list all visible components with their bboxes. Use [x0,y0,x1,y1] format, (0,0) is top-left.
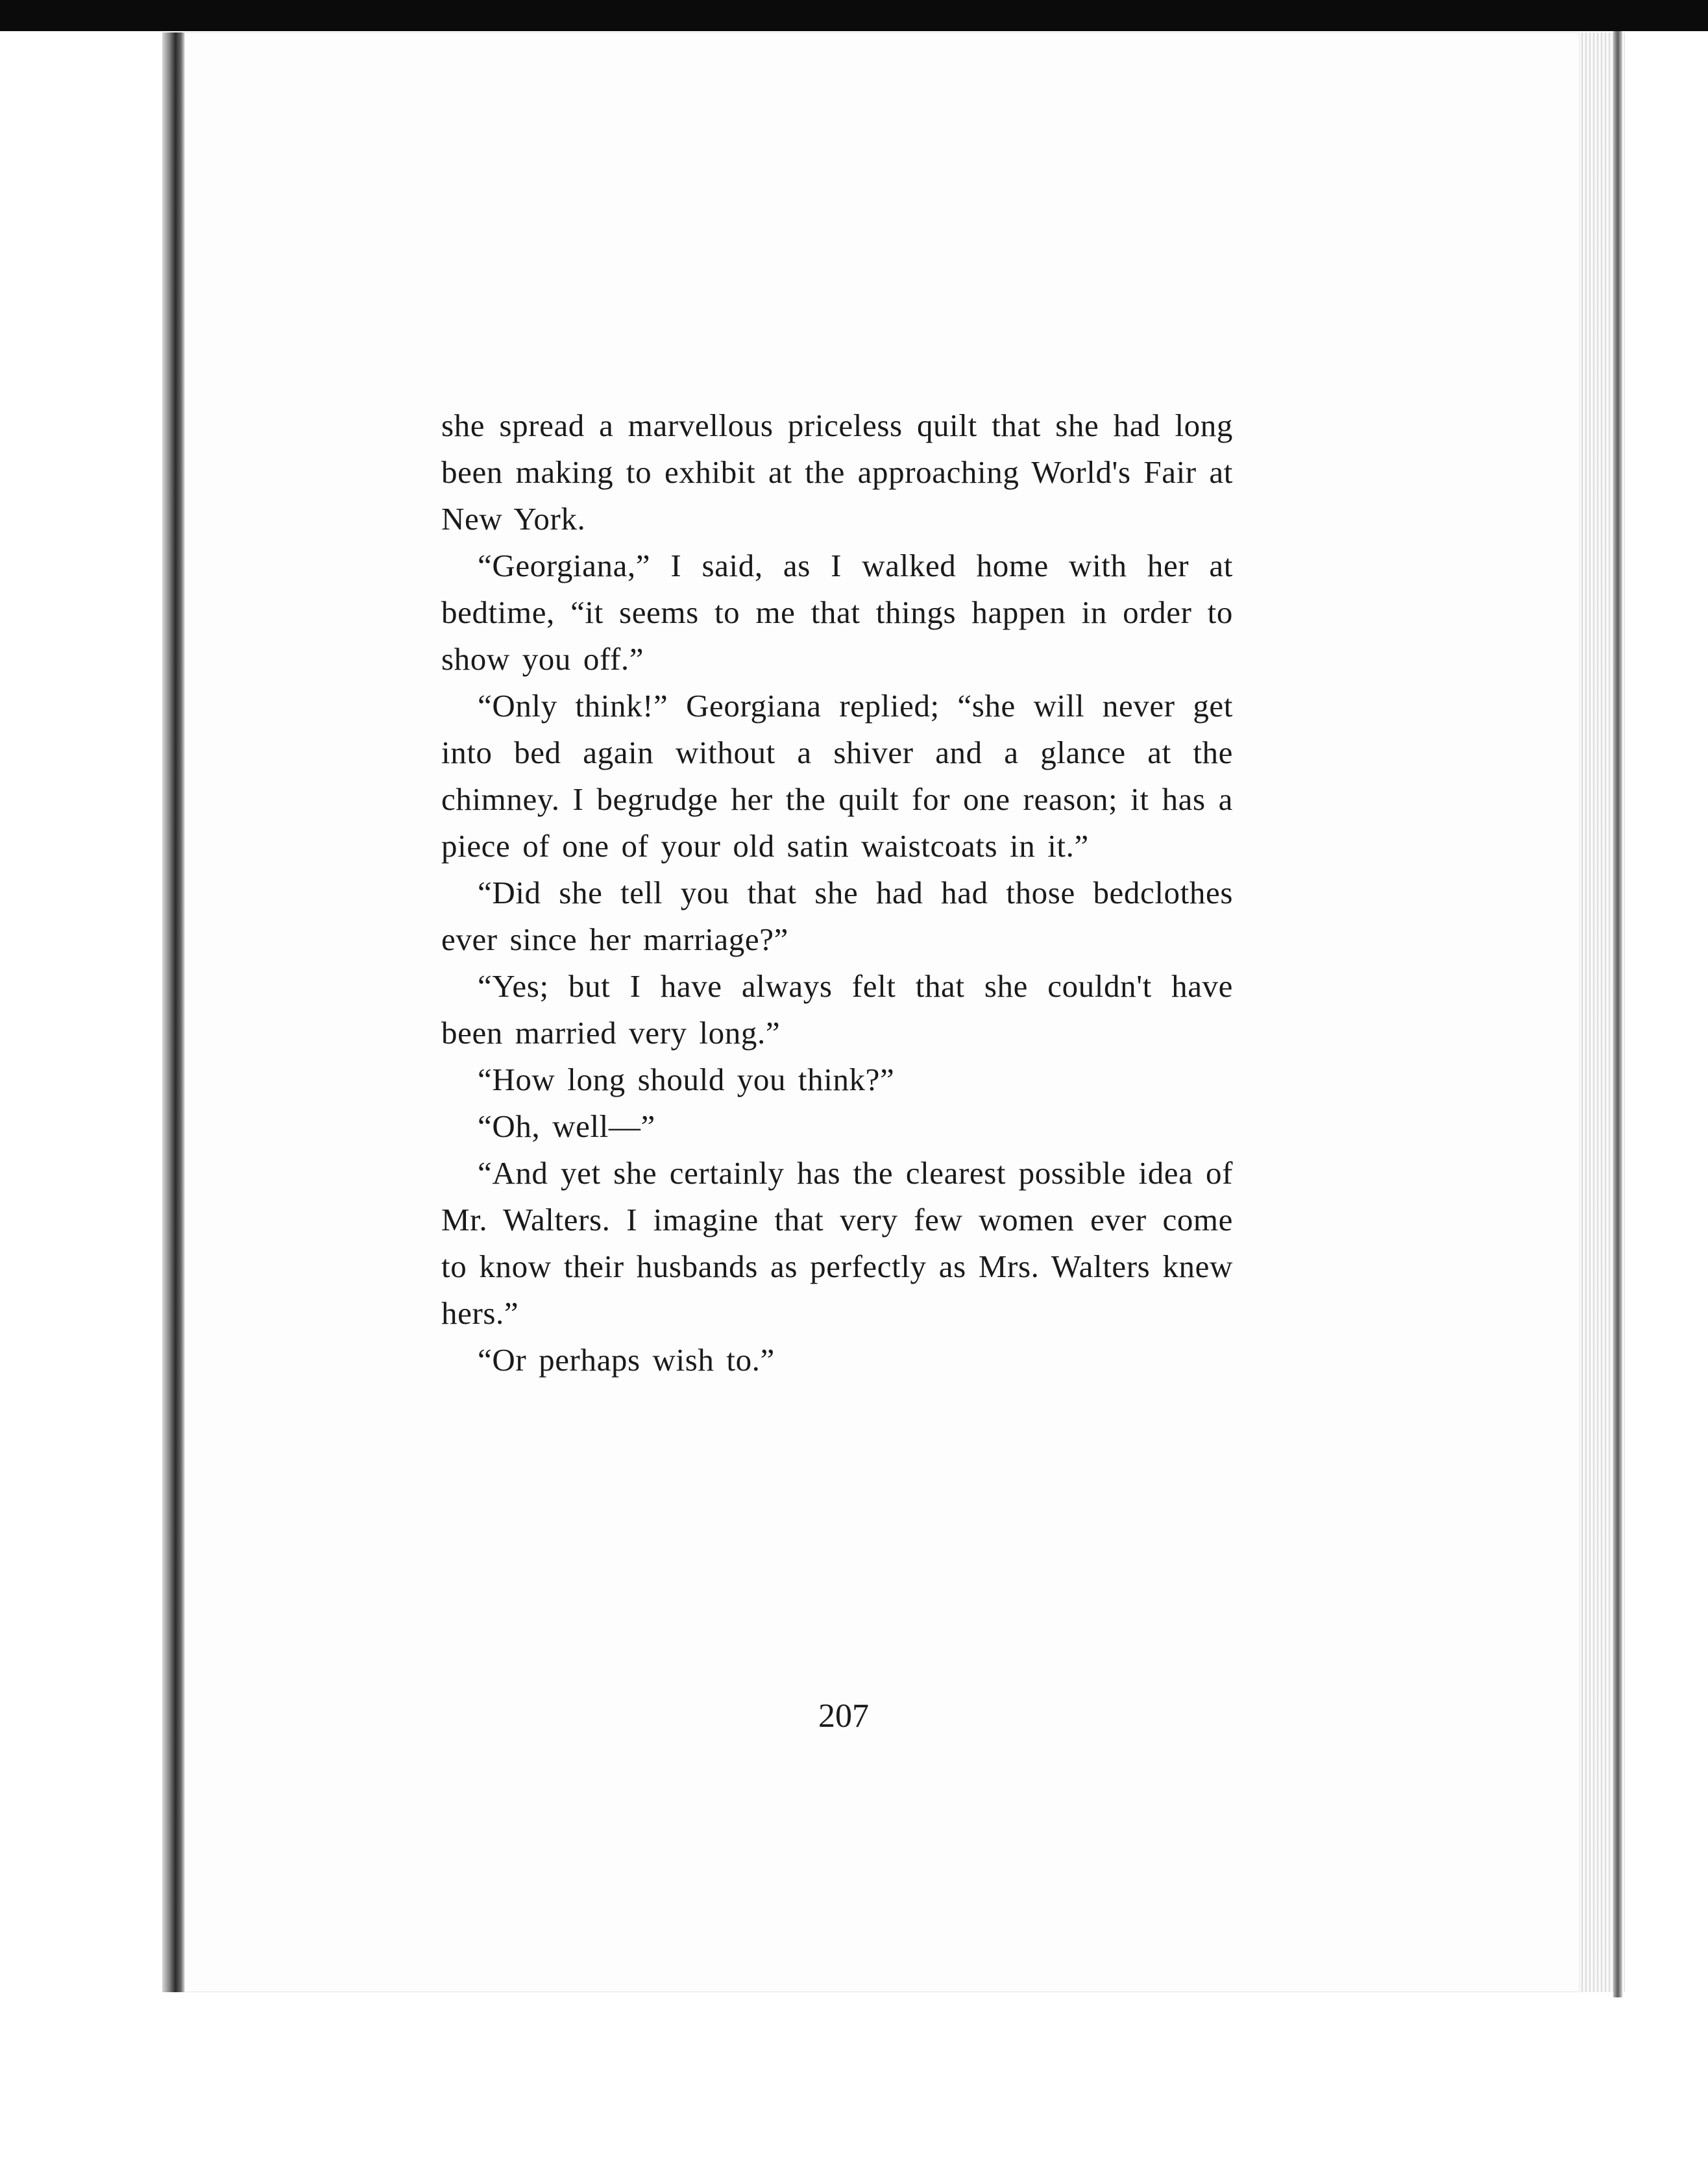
page-number: 207 [818,1698,869,1735]
paragraph-8: “And yet she certainly has the clearest possible idea of Mr. Walters. I imagine that very few women ever come to know their husbands as perfectly as Mrs. Walters knew hers.” [441,1155,1233,1331]
paragraph-1: she spread a marvellous priceless quilt that she had long been making to exhibit at the approaching World's Fair at New York. [441,408,1233,537]
facing-page-sliver [0,31,162,2170]
paragraph-4: “Did she tell you that she had had those bedclothes ever since her marriage?” [441,875,1233,957]
book-gutter [162,32,184,1992]
paragraph-5: “Yes; but I have always felt that she couldn't have been married very long.” [441,968,1233,1051]
paragraph-6: “How long should you think?” [478,1062,895,1097]
page-edge-shadow [1613,31,1622,1997]
paragraph-3: “Only think!” Georgiana replied; “she will never get into bed again without a shiver and a glance at the chimney. I begrudge her the quilt for one reason; it has a piece of one of your old satin waistcoats in it.” [441,688,1233,864]
paragraph-9: “Or perhaps wish to.” [478,1342,775,1378]
paragraph-2: “Georgiana,” I said, as I walked home with her at bedtime, “it seems to me that things happen in order to show you off.” [441,548,1233,677]
paragraph-7: “Oh, well—” [478,1108,655,1144]
scan-background-band [0,0,1708,31]
body-text [441,402,1233,1384]
